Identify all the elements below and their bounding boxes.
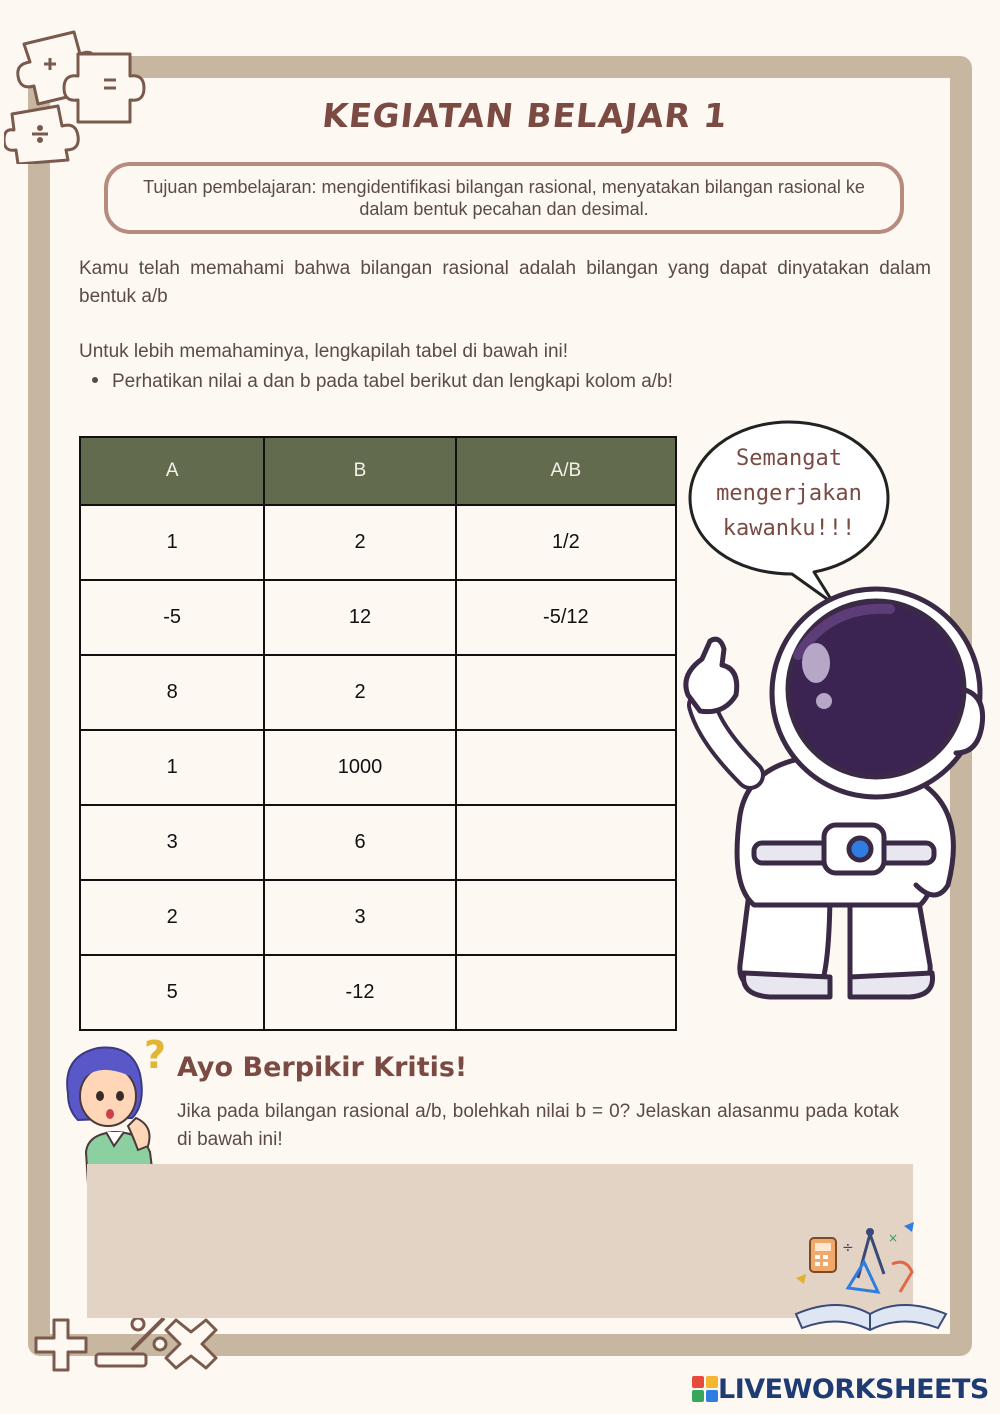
cell-a: 5 [80, 955, 264, 1030]
math-book-decoration-icon [788, 1218, 953, 1338]
table-row [80, 730, 676, 805]
cell-a: -5 [80, 580, 264, 655]
cell-a: 3 [80, 805, 264, 880]
critical-thinking-title: Ayo Berpikir Kritis! [177, 1052, 468, 1083]
table-row [80, 955, 676, 1030]
liveworksheets-logo-icon [692, 1376, 718, 1402]
speech-line: mengerjakan [716, 481, 862, 506]
speech-line: Semangat [736, 446, 842, 471]
header-a: A [80, 437, 264, 505]
cell-ab: 1/2 [456, 505, 676, 580]
bullet-text: Perhatikan nilai a dan b pada tabel berikut dan lengkapi kolom a/b! [112, 371, 673, 392]
cell-a: 1 [80, 505, 264, 580]
cell-b: 12 [264, 580, 455, 655]
speech-line: kawanku!!! [722, 516, 856, 541]
answer-cell-ab[interactable] [456, 655, 676, 730]
astronaut-icon [680, 585, 1000, 1015]
instruction-paragraph: Untuk lebih memahaminya, lengkapilah tabel di bawah ini! [79, 341, 569, 362]
cell-b: 1000 [264, 730, 455, 805]
cell-b: 3 [264, 880, 455, 955]
answer-cell-ab[interactable] [456, 805, 676, 880]
cell-b: 2 [264, 655, 455, 730]
cell-a: 8 [80, 655, 264, 730]
liveworksheets-logo [692, 1371, 992, 1407]
page-title: KEGIATAN BELAJAR 1 [320, 96, 730, 135]
table-row [80, 880, 676, 955]
puzzle-decoration-icon [4, 14, 154, 164]
liveworksheets-logo-text: LIVEWORKSHEETS [718, 1373, 989, 1405]
critical-thinking-question: Jika pada bilangan rasional a/b, bolehkah nilai b = 0? Jelaskan alasanmu pada kotak di bawah ini! [177, 1101, 899, 1150]
intro-paragraph: Kamu telah memahami bahwa bilangan rasional adalah bilangan yang dapat dinyatakan dalam bentuk a/b [79, 258, 931, 307]
table-header-row [80, 437, 676, 505]
fraction-table [79, 436, 677, 1031]
speech-bubble-text [700, 441, 878, 546]
header-b: B [264, 437, 455, 505]
table-row [80, 805, 676, 880]
cell-b: 6 [264, 805, 455, 880]
cell-b: -12 [264, 955, 455, 1030]
cell-ab: -5/12 [456, 580, 676, 655]
cell-a: 1 [80, 730, 264, 805]
table-row [80, 505, 676, 580]
answer-cell-ab[interactable] [456, 730, 676, 805]
cell-b: 2 [264, 505, 455, 580]
table-row [80, 655, 676, 730]
math-symbols-decoration-icon [26, 1310, 236, 1380]
cell-a: 2 [80, 880, 264, 955]
answer-cell-ab[interactable] [456, 955, 676, 1030]
table-row [80, 580, 676, 655]
learning-objective-text: Tujuan pembelajaran: mengidentifikasi bilangan rasional, menyatakan bilangan rasional ke dalam bentuk pecahan dan desimal. [143, 177, 865, 219]
svg-text:×: × [888, 1231, 899, 1245]
answer-cell-ab[interactable] [456, 880, 676, 955]
bullet-item [92, 371, 673, 393]
svg-text:?: ? [144, 1034, 167, 1077]
bullet-dot-icon [92, 377, 98, 383]
header-ab: A/B [456, 437, 676, 505]
learning-objective-box [104, 162, 904, 234]
svg-text:÷: ÷ [842, 1240, 854, 1256]
